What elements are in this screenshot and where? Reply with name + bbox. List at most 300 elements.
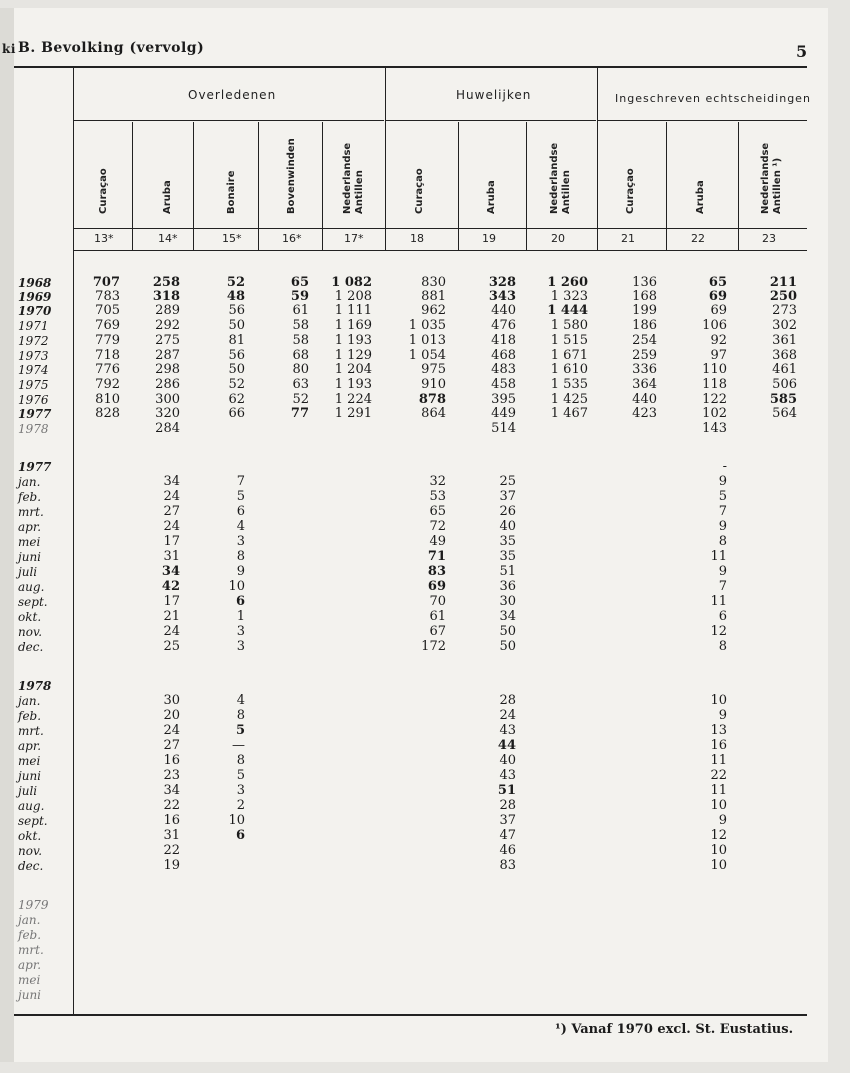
row-label: 1972 (18, 334, 49, 348)
table-cell: 6 (718, 609, 727, 624)
column-header-8 (549, 143, 573, 214)
table-cell: 1 193 (334, 377, 372, 392)
table-cell: 83 (499, 858, 516, 873)
table-cell: 1 425 (550, 392, 588, 407)
table-cell: 77 (290, 406, 309, 421)
binding-edge (0, 8, 14, 1062)
table-cell: 910 (421, 377, 446, 392)
table-cell: 585 (769, 392, 797, 407)
table-cell: 35 (499, 534, 516, 549)
table-cell: 1 129 (334, 348, 372, 363)
page (0, 8, 828, 1062)
table-cell: 1 208 (334, 289, 372, 304)
table-cell: 72 (429, 519, 446, 534)
table-cell: 27 (163, 738, 180, 753)
column-number-8: 20 (551, 232, 565, 245)
table-cell: 40 (499, 519, 516, 534)
table-cell: 80 (292, 362, 309, 377)
table-cell: 3 (236, 534, 245, 549)
group-overledenen: Overledenen (188, 88, 277, 102)
table-cell: 70 (429, 594, 446, 609)
table-cell: 17 (163, 534, 180, 549)
column-number-2: 14* (158, 232, 178, 245)
table-cell: 779 (95, 333, 120, 348)
row-label: juni (18, 988, 42, 1002)
table-cell: 5 (236, 768, 245, 783)
column-header-1 (98, 168, 110, 214)
table-cell: 881 (421, 289, 446, 304)
table-cell: 292 (155, 318, 180, 333)
row-label: feb. (18, 709, 42, 723)
column-number-3: 15* (222, 232, 242, 245)
row-label: 1971 (18, 319, 49, 333)
table-cell: 40 (499, 753, 516, 768)
table-cell: 864 (421, 406, 446, 421)
table-cell: 368 (772, 348, 797, 363)
table-cell: 50 (499, 624, 516, 639)
table-cell: 97 (710, 348, 727, 363)
table-cell: 3 (236, 624, 245, 639)
table-cell: 286 (155, 377, 180, 392)
table-cell: 122 (702, 392, 727, 407)
table-cell: 34 (499, 609, 516, 624)
table-cell: 1 323 (550, 289, 588, 304)
table-cell: 24 (163, 624, 180, 639)
table-cell: 10 (228, 813, 245, 828)
table-cell: 11 (710, 594, 727, 609)
column-header-line: Aruba (695, 180, 706, 214)
table-cell: 1 (236, 609, 245, 624)
table-cell: 769 (95, 318, 120, 333)
table-cell: 11 (710, 753, 727, 768)
table-cell: 53 (429, 489, 446, 504)
table-cell: 1 169 (334, 318, 372, 333)
table-cell: 56 (228, 348, 245, 363)
table-cell: 65 (429, 504, 446, 519)
table-cell: 705 (95, 303, 120, 318)
table-cell: 211 (769, 275, 797, 290)
column-header-2 (162, 180, 174, 214)
table-cell: 46 (499, 843, 516, 858)
table-cell: 22 (710, 768, 727, 783)
row-label: 1977 (18, 407, 52, 421)
table-cell: 37 (499, 813, 516, 828)
table-cell: 320 (155, 406, 180, 421)
table-cell: 10 (710, 798, 727, 813)
table-cell: 12 (710, 624, 727, 639)
table-cell: 6 (236, 504, 245, 519)
table-cell: 514 (491, 421, 516, 436)
table-cell: 9 (718, 519, 727, 534)
row-label: juni (18, 550, 42, 564)
table-cell: 8 (718, 639, 727, 654)
table-cell: 43 (499, 768, 516, 783)
table-cell: 289 (155, 303, 180, 318)
column-number-10: 22 (691, 232, 705, 245)
table-cell: 10 (710, 693, 727, 708)
row-label: 1968 (18, 276, 52, 290)
left-margin-fragment: ki (2, 42, 16, 56)
row-label: aug. (18, 799, 45, 813)
column-number-5: 17* (344, 232, 364, 245)
table-cell: 30 (499, 594, 516, 609)
table-cell: 11 (710, 549, 727, 564)
row-label: feb. (18, 490, 42, 504)
table-cell: 1 260 (547, 275, 588, 290)
table-cell: 83 (427, 564, 446, 579)
table-cell: 36 (499, 579, 516, 594)
row-label: juli (18, 565, 38, 579)
rule-c6 (458, 122, 459, 250)
table-cell: 52 (228, 377, 245, 392)
row-label: mei (18, 754, 41, 768)
rule-bottom (14, 1014, 807, 1016)
table-cell: 30 (163, 693, 180, 708)
row-label: mei (18, 973, 41, 987)
table-cell: 24 (163, 489, 180, 504)
table-cell: 1 671 (550, 348, 588, 363)
table-cell: 16 (710, 738, 727, 753)
table-cell: 9 (718, 474, 727, 489)
table-cell: 718 (95, 348, 120, 363)
rule-overledenen-sub (74, 120, 384, 121)
table-cell: 361 (772, 333, 797, 348)
table-cell: 6 (235, 828, 245, 843)
table-cell: 67 (429, 624, 446, 639)
table-cell: 298 (155, 362, 180, 377)
table-cell: 1 291 (334, 406, 372, 421)
table-cell: 44 (497, 738, 516, 753)
table-cell: 975 (421, 362, 446, 377)
table-cell: 24 (163, 723, 180, 738)
table-cell: 5 (235, 723, 245, 738)
table-cell: 336 (632, 362, 657, 377)
column-number-4: 16* (282, 232, 302, 245)
table-cell: 458 (491, 377, 516, 392)
column-header-line: Bovenwinden (286, 138, 297, 214)
table-cell: 61 (292, 303, 309, 318)
table-cell: 136 (632, 275, 657, 290)
table-cell: 1 204 (334, 362, 372, 377)
row-label: 1976 (18, 393, 49, 407)
column-number-7: 19 (482, 232, 496, 245)
column-header-11 (760, 143, 784, 214)
table-cell: 110 (702, 362, 727, 377)
table-cell: 42 (161, 579, 180, 594)
row-label: apr. (18, 520, 42, 534)
table-cell: 27 (163, 504, 180, 519)
table-cell: 250 (769, 289, 797, 304)
table-cell: 275 (155, 333, 180, 348)
table-cell: 69 (710, 303, 727, 318)
table-cell: 423 (632, 406, 657, 421)
table-cell: 1 224 (334, 392, 372, 407)
table-cell: 828 (95, 406, 120, 421)
table-cell: 50 (228, 318, 245, 333)
table-cell: 2 (236, 798, 245, 813)
table-cell: 8 (236, 549, 245, 564)
row-label: sept. (18, 595, 48, 609)
rule-c8 (597, 68, 598, 250)
rule-huwelijken-sub (386, 120, 596, 121)
table-cell: 300 (155, 392, 180, 407)
row-label: jan. (18, 475, 41, 489)
row-label: 1973 (18, 349, 49, 363)
table-cell: 962 (421, 303, 446, 318)
table-cell: 7 (236, 474, 245, 489)
row-label: nov. (18, 844, 43, 858)
table-cell: 461 (772, 362, 797, 377)
page-number: 5 (796, 42, 808, 61)
row-label: 1978 (18, 422, 49, 436)
rule-c2 (193, 122, 194, 250)
table-cell: 16 (163, 753, 180, 768)
column-header-line: Curaçao (98, 168, 109, 214)
table-cell: 810 (95, 392, 120, 407)
table-cell: 102 (702, 406, 727, 421)
row-label: juni (18, 769, 42, 783)
table-cell: 8 (718, 534, 727, 549)
row-label: dec. (18, 640, 44, 654)
table-cell: 81 (228, 333, 245, 348)
table-cell: 273 (772, 303, 797, 318)
table-cell: 4 (236, 693, 245, 708)
table-cell: 395 (491, 392, 516, 407)
column-header-line: Aruba (486, 180, 497, 214)
column-header-line: Curaçao (414, 168, 425, 214)
table-cell: 25 (499, 474, 516, 489)
row-label: nov. (18, 625, 43, 639)
column-header-line: Nederlandse (549, 142, 560, 214)
row-label: jan. (18, 913, 41, 927)
row-label: apr. (18, 958, 42, 972)
table-cell: 1 444 (547, 303, 588, 318)
table-cell: 69 (427, 579, 446, 594)
table-cell: 564 (772, 406, 797, 421)
column-header-line: Nederlandse (342, 142, 353, 214)
column-header-9 (625, 168, 637, 214)
table-cell: 10 (228, 579, 245, 594)
table-cell: 4 (236, 519, 245, 534)
table-cell: 1 535 (550, 377, 588, 392)
column-header-6 (414, 168, 426, 214)
table-cell: 10 (710, 843, 727, 858)
table-cell: 8 (236, 708, 245, 723)
column-header-4 (286, 138, 298, 214)
table-cell: - (722, 459, 727, 474)
table-cell: 254 (632, 333, 657, 348)
table-cell: 66 (228, 406, 245, 421)
table-cell: 418 (491, 333, 516, 348)
table-cell: 440 (632, 392, 657, 407)
table-cell: 26 (499, 504, 516, 519)
table-cell: 830 (421, 275, 446, 290)
table-cell: 318 (152, 289, 180, 304)
table-cell: 50 (499, 639, 516, 654)
table-cell: 9 (718, 813, 727, 828)
table-cell: 68 (292, 348, 309, 363)
column-header-5 (342, 143, 366, 214)
table-cell: 1 515 (550, 333, 588, 348)
footnote: ¹) Vanaf 1970 excl. St. Eustatius. (555, 1022, 794, 1037)
table-cell: 24 (499, 708, 516, 723)
table-cell: 23 (163, 768, 180, 783)
rule-c5 (385, 68, 386, 250)
table-cell: 28 (499, 693, 516, 708)
row-label: jan. (18, 694, 41, 708)
column-number-11: 23 (762, 232, 776, 245)
table-cell: 168 (632, 289, 657, 304)
row-label: mei (18, 535, 41, 549)
table-cell: 22 (163, 843, 180, 858)
table-cell: 199 (632, 303, 657, 318)
table-cell: 69 (708, 289, 727, 304)
table-cell: 172 (421, 639, 446, 654)
row-label: feb. (18, 928, 42, 942)
column-header-line: Bonaire (226, 170, 237, 214)
table-cell: 22 (163, 798, 180, 813)
table-cell: 43 (499, 723, 516, 738)
table-cell: 1 467 (550, 406, 588, 421)
column-header-3 (226, 170, 238, 214)
table-cell: 51 (497, 783, 516, 798)
rule-c3 (258, 122, 259, 250)
table-cell: 34 (163, 474, 180, 489)
row-label: okt. (18, 829, 42, 843)
table-cell: 32 (429, 474, 446, 489)
table-cell: 12 (710, 828, 727, 843)
rule-top (14, 66, 807, 68)
table-cell: 51 (499, 564, 516, 579)
table-cell: 468 (491, 348, 516, 363)
table-cell: 92 (710, 333, 727, 348)
table-cell: 71 (427, 549, 446, 564)
column-header-line: Antillen ¹) (772, 157, 783, 214)
rule-c4 (322, 122, 323, 250)
table-cell: 776 (95, 362, 120, 377)
table-cell: 1 082 (331, 275, 372, 290)
table-cell: 13 (710, 723, 727, 738)
table-cell: 25 (163, 639, 180, 654)
table-cell: 259 (632, 348, 657, 363)
row-label: 1969 (18, 290, 52, 304)
rule-c9 (666, 122, 667, 250)
table-cell: 118 (702, 377, 727, 392)
group-echtscheidingen: Ingeschreven echtscheidingen (615, 92, 811, 105)
row-label: 1977 (18, 460, 52, 474)
table-cell: 284 (155, 421, 180, 436)
table-cell: 6 (235, 594, 245, 609)
column-number-9: 21 (621, 232, 635, 245)
table-cell: 287 (155, 348, 180, 363)
table-cell: 1 580 (550, 318, 588, 333)
table-cell: 3 (236, 639, 245, 654)
table-cell: 65 (290, 275, 309, 290)
table-cell: — (232, 738, 245, 753)
table-cell: 48 (226, 289, 245, 304)
table-cell: 878 (418, 392, 446, 407)
table-cell: 449 (491, 406, 516, 421)
table-cell: 1 610 (550, 362, 588, 377)
column-header-line: Aruba (162, 180, 173, 214)
table-cell: 143 (702, 421, 727, 436)
table-cell: 5 (718, 489, 727, 504)
table-cell: 476 (491, 318, 516, 333)
row-label: 1975 (18, 378, 49, 392)
column-number-1: 13* (94, 232, 114, 245)
table-cell: 9 (236, 564, 245, 579)
table-cell: 52 (226, 275, 245, 290)
table-cell: 302 (772, 318, 797, 333)
table-cell: 52 (292, 392, 309, 407)
table-cell: 5 (236, 489, 245, 504)
row-label: 1970 (18, 304, 52, 318)
table-cell: 16 (163, 813, 180, 828)
table-cell: 106 (702, 318, 727, 333)
table-cell: 328 (488, 275, 516, 290)
table-cell: 65 (708, 275, 727, 290)
rule-echtscheidingen-sub (598, 120, 807, 121)
table-cell: 7 (718, 504, 727, 519)
table-cell: 9 (718, 708, 727, 723)
rule-colhead (74, 228, 807, 229)
table-cell: 63 (292, 377, 309, 392)
table-cell: 37 (499, 489, 516, 504)
rule-c1 (132, 122, 133, 250)
table-cell: 3 (236, 783, 245, 798)
table-cell: 50 (228, 362, 245, 377)
table-cell: 9 (718, 564, 727, 579)
row-label: sept. (18, 814, 48, 828)
table-cell: 258 (152, 275, 180, 290)
row-label: juli (18, 784, 38, 798)
table-cell: 792 (95, 377, 120, 392)
table-cell: 59 (290, 289, 309, 304)
table-cell: 364 (632, 377, 657, 392)
table-cell: 1 193 (334, 333, 372, 348)
table-cell: 440 (491, 303, 516, 318)
table-cell: 34 (161, 564, 180, 579)
table-cell: 62 (228, 392, 245, 407)
table-cell: 61 (429, 609, 446, 624)
table-cell: 506 (772, 377, 797, 392)
row-label: aug. (18, 580, 45, 594)
table-cell: 49 (429, 534, 446, 549)
column-header-7 (486, 180, 498, 214)
table-cell: 17 (163, 594, 180, 609)
table-cell: 20 (163, 708, 180, 723)
row-label: 1978 (18, 679, 52, 693)
table-cell: 11 (710, 783, 727, 798)
table-cell: 58 (292, 318, 309, 333)
rule-stub (73, 66, 74, 1014)
row-label: mrt. (18, 505, 44, 519)
table-cell: 19 (163, 858, 180, 873)
table-cell: 783 (95, 289, 120, 304)
table-cell: 343 (488, 289, 516, 304)
rule-c10 (738, 122, 739, 250)
row-label: mrt. (18, 724, 44, 738)
table-cell: 1 054 (408, 348, 446, 363)
column-header-10 (695, 180, 707, 214)
table-cell: 58 (292, 333, 309, 348)
table-cell: 186 (632, 318, 657, 333)
table-cell: 31 (163, 828, 180, 843)
table-cell: 28 (499, 798, 516, 813)
row-label: dec. (18, 859, 44, 873)
table-cell: 8 (236, 753, 245, 768)
table-cell: 47 (499, 828, 516, 843)
